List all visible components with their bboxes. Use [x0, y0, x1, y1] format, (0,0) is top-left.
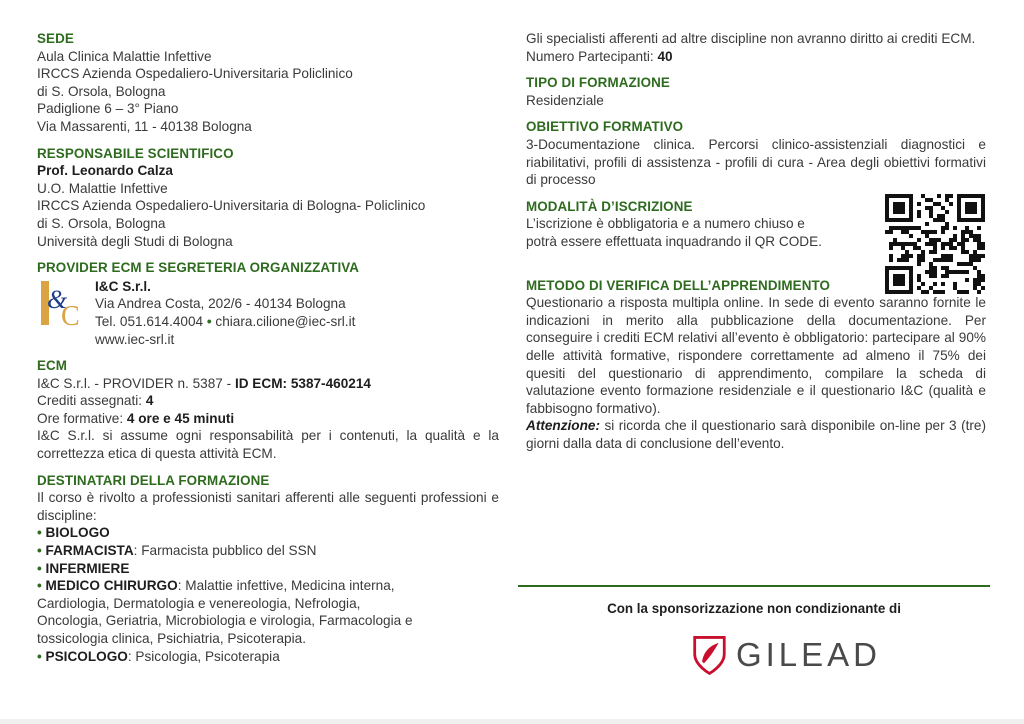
destinatari-heading: DESTINATARI DELLA FORMAZIONE [37, 472, 270, 488]
list-item: • BIOLOGO [37, 525, 110, 541]
responsabile-line: IRCCS Azienda Ospedaliero-Universitaria di Bologna- Policlinico [37, 198, 426, 214]
ecm-block [37, 375, 499, 463]
ecm-note: I&C S.r.l. si assume ogni responsabilità per i contenuti, la qualità e la correttezza etica di questa attività ECM. [37, 428, 499, 462]
left-column [37, 30, 499, 665]
sede-line: Via Massarenti, 11 - 40138 Bologna [37, 118, 252, 134]
metodo-text: Questionario a risposta multipla online. In sede di evento saranno fornite le indicazioni in merito alla pubblicazione della documentazione. Per conseguire i crediti ECM relativi all’evento è obbligatorio: partecipare al 90% delle attività formative, rispondere correttamente ad almeno il 75% dei quesiti del questionario di apprendimento, compilare la scheda di valutazione evento formazione residenziale e il questionario I&C (qualità e fabbisogno formativo). [526, 295, 986, 416]
responsabile-line: di S. Orsola, Bologna [37, 215, 166, 231]
provider-web[interactable]: www.iec-srl.it [95, 331, 175, 347]
gilead-shield-icon [691, 632, 728, 678]
attenzione-note [526, 417, 986, 452]
sede-heading: SEDE [37, 31, 74, 46]
tipo-heading: TIPO DI FORMAZIONE [526, 75, 670, 91]
responsabile-heading: RESPONSABILE SCIENTIFICO [37, 145, 234, 161]
ic-logo [37, 278, 85, 328]
destinatari-block [37, 489, 499, 665]
bottom-bar [0, 719, 1024, 724]
ecm-crediti-value: 4 [145, 393, 154, 409]
destinatari-intro: Il corso è rivolto a professionisti sanitari afferenti alle seguenti professioni e discipline: [37, 490, 499, 523]
list-item: • PSICOLOGO: Psicologia, Psicoterapia [37, 648, 280, 664]
sede-line: IRCCS Azienda Ospedaliero-Universitaria Policlinico [37, 66, 353, 82]
responsabile-block [37, 162, 499, 250]
modalita-section [526, 198, 986, 251]
responsabile-name: Prof. Leonardo Calza [37, 163, 173, 179]
sede-line: Aula Clinica Malattie Infettive [37, 48, 212, 64]
provider-contact [95, 313, 355, 331]
sponsor-text: Con la sponsorizzazione non condizionante di [607, 601, 901, 616]
ecm-ore-label: Ore formative: [37, 410, 127, 426]
provider-tel: Tel. 051.614.4004 [95, 313, 204, 329]
provider-name: I&C S.r.l. [95, 278, 151, 294]
responsabile-line: Università degli Studi di Bologna [37, 233, 233, 249]
sede-line: di S. Orsola, Bologna [37, 83, 166, 99]
gilead-wordmark: GILEAD [735, 636, 881, 673]
sponsor-divider [518, 585, 990, 587]
modalita-line: L’iscrizione è obbligatoria e a numero chiuso e [526, 216, 805, 232]
specialisti-note: Gli specialisti afferenti ad altre discipline non avranno diritto ai crediti ECM. [526, 31, 976, 46]
partecipanti-label: Numero Partecipanti: [526, 48, 658, 64]
provider-email[interactable]: chiara.cilione@iec-srl.it [215, 313, 356, 329]
ecm-heading: ECM [37, 358, 68, 374]
ecm-id: ID ECM: 5387-460214 [234, 375, 371, 391]
qr-code-icon[interactable] [884, 194, 986, 294]
tipo-value: Residenziale [526, 92, 604, 108]
metodo-heading: METODO DI VERIFICA DELL’APPRENDIMENTO [526, 277, 831, 293]
svg-text:&: & [47, 284, 68, 314]
attenzione-label: Attenzione: [526, 418, 601, 434]
list-item: • MEDICO CHIRURGO: Malattie infettive, Medicina interna, Cardiologia, Dermatologia e venereologia, Nefrologia, Oncologia, Geriatria, Microbiologia e virologia, Farmacologia e tossicologia clinica, Psichiatria, Psicoterapia. [37, 578, 413, 646]
ecm-crediti-label: Crediti assegnati: [37, 393, 146, 409]
sede-line: Padiglione 6 – 3° Piano [37, 101, 179, 117]
modalita-heading: MODALITÀ D’ISCRIZIONE [526, 198, 693, 214]
gilead-logo [691, 630, 881, 680]
provider-block [37, 278, 499, 348]
provider-heading: PROVIDER ECM E SEGRETERIA ORGANIZZATIVA [37, 260, 360, 276]
right-column [526, 30, 986, 452]
separator: • [206, 313, 212, 329]
list-item: • INFERMIERE [37, 560, 130, 576]
svg-text:C: C [61, 300, 80, 328]
ecm-provider: I&C S.r.l. - PROVIDER n. 5387 - [37, 375, 235, 391]
provider-address: Via Andrea Costa, 202/6 - 40134 Bologna [95, 296, 346, 312]
modalita-line: potrà essere effettuata inquadrando il QR CODE. [526, 233, 822, 249]
ecm-ore-value: 4 ore e 45 minuti [126, 410, 235, 426]
attenzione-text: si ricorda che il questionario sarà disponibile on-line per 3 (tre) giorni dalla data di conclusione dell’evento. [526, 418, 986, 451]
sede-block [37, 48, 499, 136]
list-item: • FARMACISTA: Farmacista pubblico del SSN [37, 543, 317, 559]
obiettivo-text: 3-Documentazione clinica. Percorsi clinico-assistenziali diagnostici e riabilitativi, profili di assistenza - profili di cura - Area degli obiettivi formativi di processo [526, 136, 986, 188]
obiettivo-heading: OBIETTIVO FORMATIVO [526, 119, 684, 135]
responsabile-line: U.O. Malattie Infettive [37, 180, 168, 196]
partecipanti-value: 40 [657, 48, 673, 64]
